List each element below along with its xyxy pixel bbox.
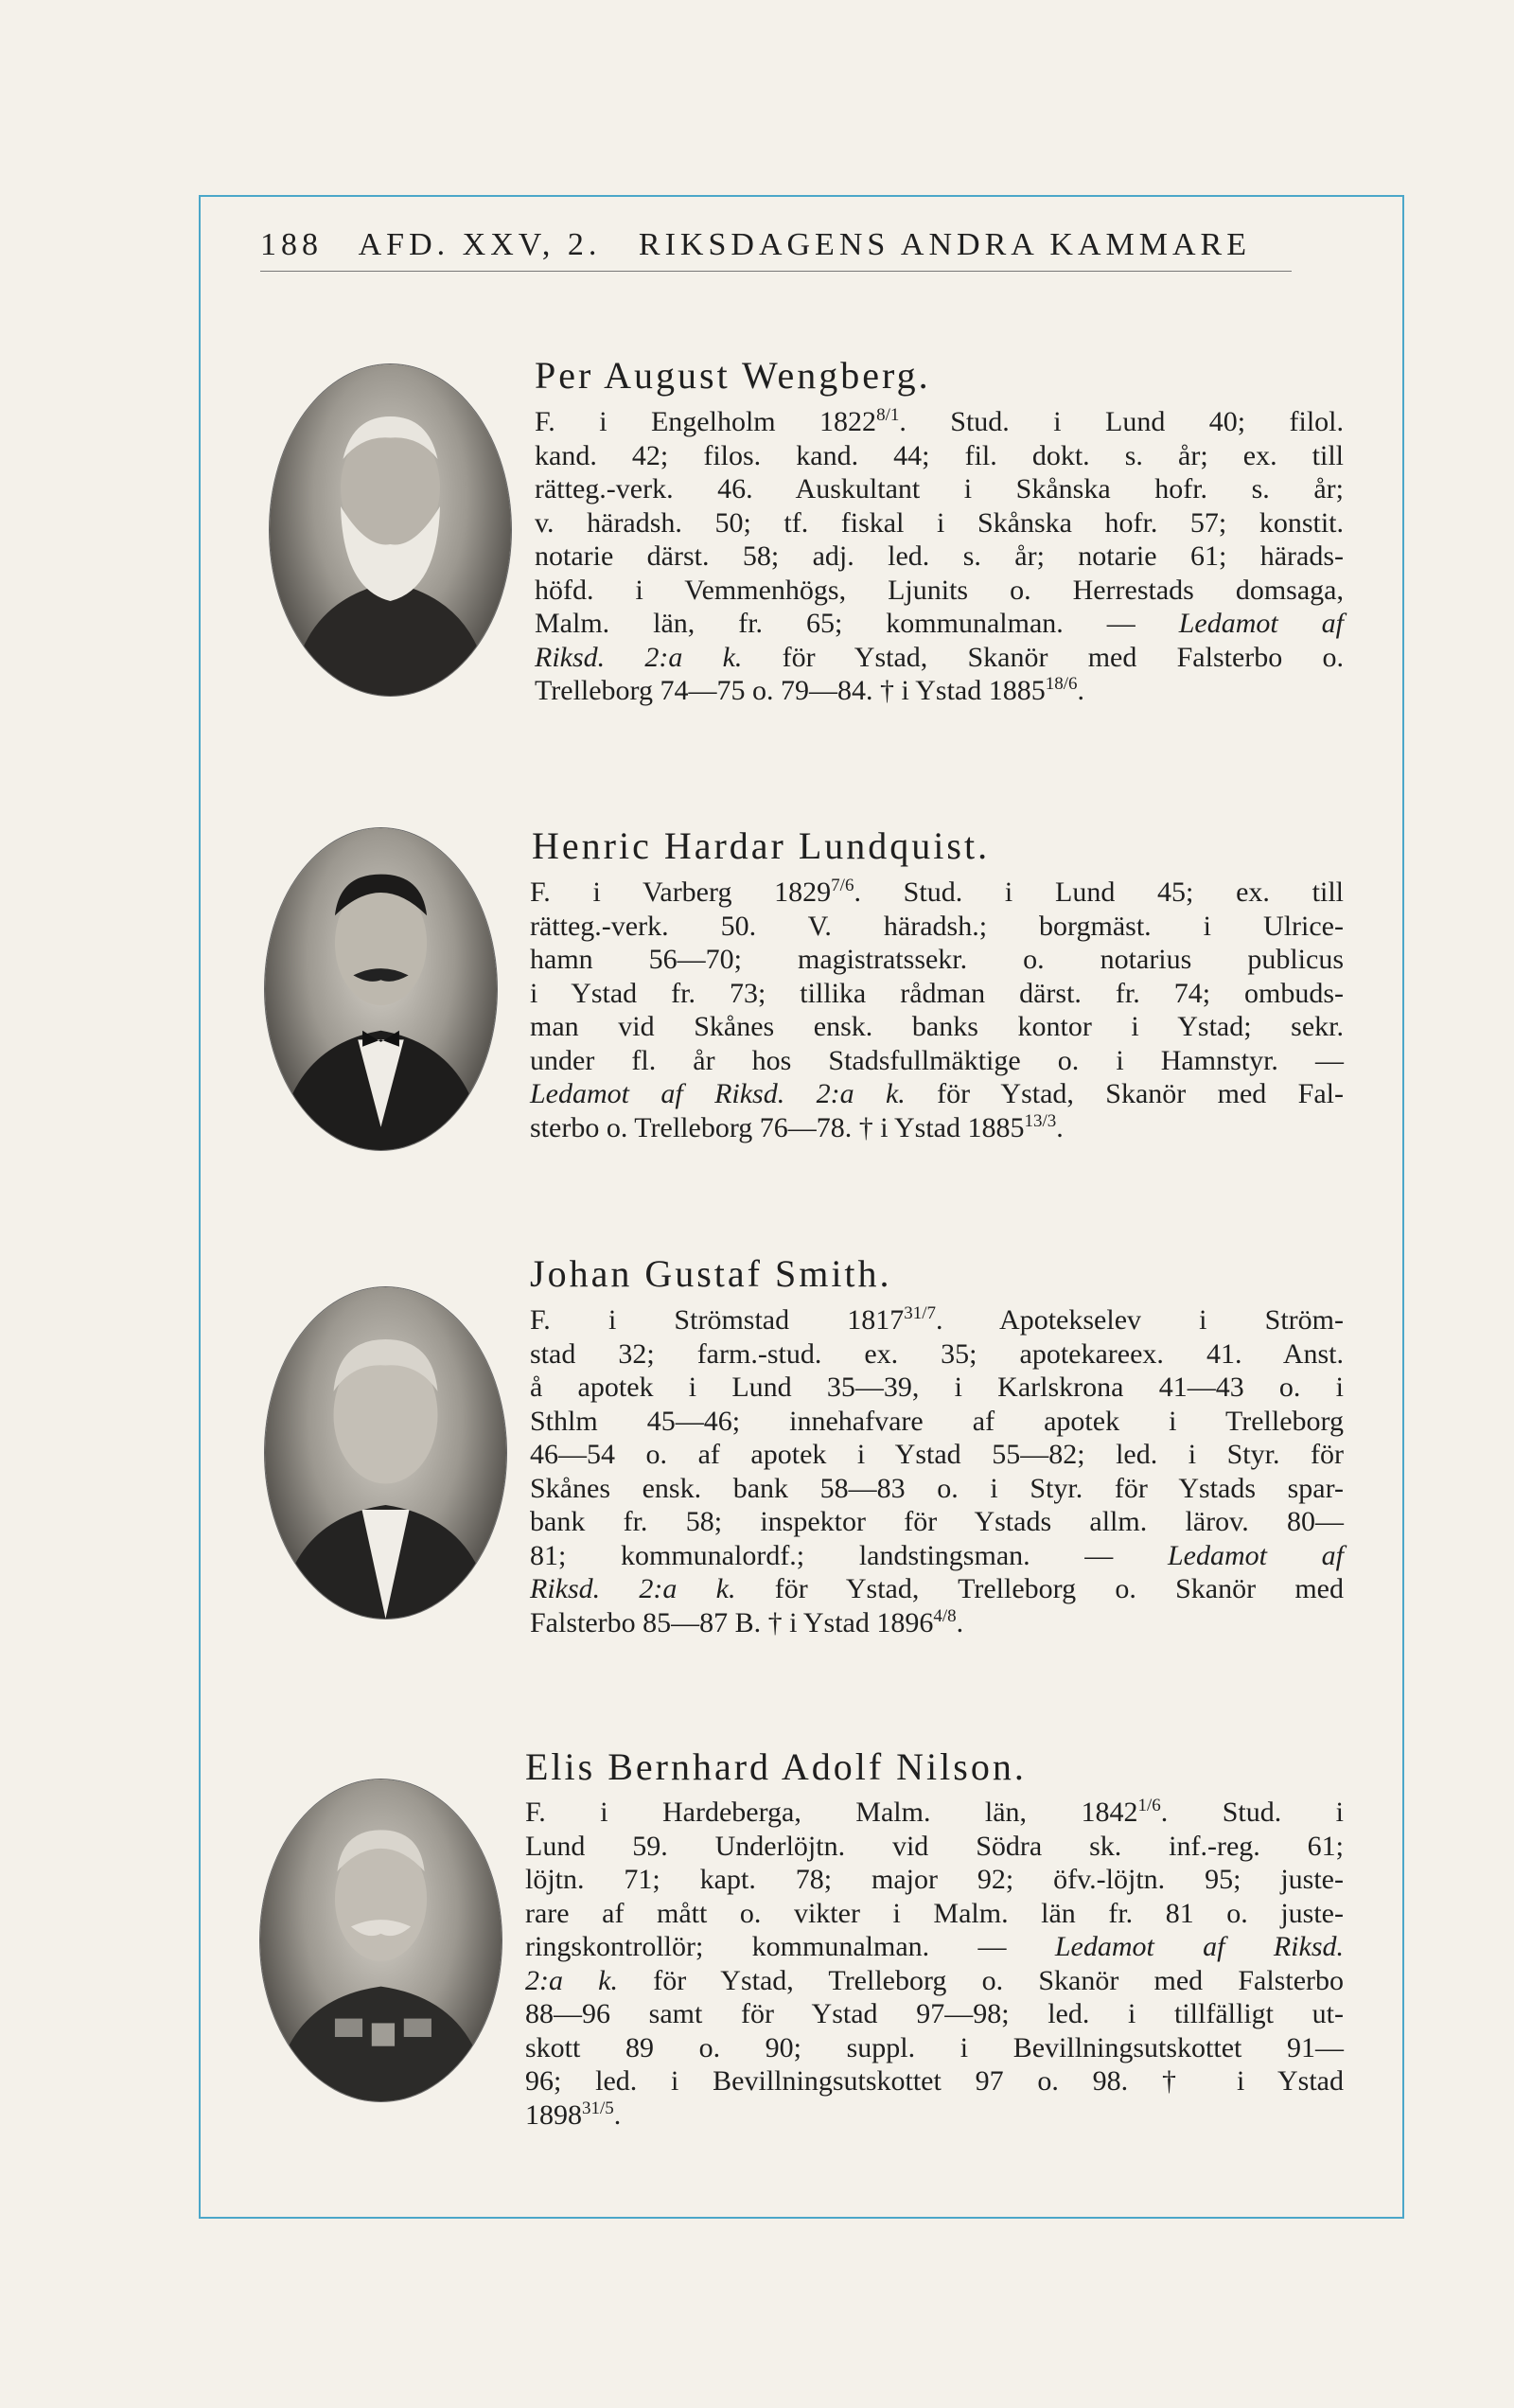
bio-line: Lund 59. Underlöjtn. vid Södra sk. inf.-reg. 61;	[525, 1830, 1344, 1862]
page-number: 188	[260, 227, 323, 262]
bio-line: Riksd. 2:a k. för Ystad, Skanör med Falsterbo o.	[535, 641, 1344, 673]
bio-line: F. i Varberg $1829^{7/6}$. Stud. i Lund 45; ex. till	[530, 876, 1344, 908]
bio-line: F. i Strömstad $1817^{31/7}$. Apotekselev i Ström-	[530, 1303, 1344, 1336]
entry-bio	[530, 876, 1344, 1144]
bio-line: notarie därst. 58; adj. led. s. år; notarie 61; härads-	[535, 540, 1344, 572]
bio-line: löjtn. 71; kapt. 78; major 92; öfv.-löjtn. 95; juste-	[525, 1864, 1344, 1895]
bio-line: v. häradsh. 50; tf. fiskal i Skånska hofr. 57; konstit.	[535, 506, 1344, 539]
bio-line: Sthlm 45—46; innehafvare af apotek i Trelleborg	[530, 1405, 1344, 1437]
bio-line: stad 32; farm.-stud. ex. 35; apotekareex. 41. Anst.	[530, 1337, 1344, 1370]
bio-line: Malm. län, fr. 65; kommunalman. — Ledamot af	[535, 608, 1344, 639]
entry-name: Per August Wengberg.	[535, 354, 931, 397]
bio-line: i Ystad fr. 73; tillika rådman därst. fr. 74; ombuds-	[530, 977, 1344, 1009]
entry-bio	[535, 405, 1344, 708]
portrait-nilson-figure	[260, 1779, 502, 2101]
entry-bio	[525, 1796, 1344, 2132]
running-title: RIKSDAGENS ANDRA KAMMARE	[638, 227, 1251, 262]
bio-line: Ledamot af Riksd. 2:a k. för Ystad, Skanör med Fal-	[530, 1078, 1344, 1109]
portrait-nilson	[260, 1779, 502, 2101]
portrait-smith-figure	[265, 1287, 506, 1619]
bio-line: rare af mått o. vikter i Malm. län fr. 81 o. juste-	[525, 1897, 1344, 1929]
bio-line: $1898^{31/5}$.	[525, 2098, 622, 2131]
bio-line: 96; led. i Bevillningsutskottet 97 o. 98. † i Ystad	[525, 2065, 1344, 2097]
entry-name: Henric Hardar Lundquist.	[532, 824, 991, 867]
portrait-smith	[265, 1287, 506, 1619]
bio-line: Trelleborg 74—75 o. 79—84. † i Ystad $1885^{18/6}$.	[535, 674, 1085, 706]
bio-line: rätteg.-verk. 46. Auskultant i Skånska hofr. s. år;	[535, 473, 1344, 505]
entry-name: Johan Gustaf Smith.	[530, 1252, 892, 1295]
portrait-lundquist-figure	[265, 828, 497, 1150]
portrait-wengberg	[270, 364, 511, 696]
bio-line: Riksd. 2:a k. för Ystad, Trelleborg o. Skanör med	[530, 1573, 1344, 1604]
bio-line: man vid Skånes ensk. banks kontor i Ystad; sekr.	[530, 1011, 1344, 1042]
bio-line: F. i Engelholm $1822^{8/1}$. Stud. i Lund 40; filol.	[535, 405, 1345, 437]
bio-line: F. i Hardeberga, Malm. län, $1842^{1/6}$. Stud. i	[525, 1796, 1344, 1828]
bio-line: bank fr. 58; inspektor för Ystads allm. lärov. 80—	[530, 1506, 1344, 1537]
bio-line: höfd. i Vemmenhögs, Ljunits o. Herrestads domsaga,	[535, 574, 1344, 606]
bio-line: ringskontrollör; kommunalman. — Ledamot af Riksd.	[525, 1931, 1344, 1962]
bio-line: Skånes ensk. bank 58—83 o. i Styr. för Ystads spar-	[530, 1472, 1344, 1504]
bio-line: 2:a k. för Ystad, Trelleborg o. Skanör med Falsterbo	[525, 1964, 1344, 1996]
bio-line: Falsterbo 85—87 B. † i Ystad $1896^{4/8}$.	[530, 1605, 964, 1638]
portrait-wengberg-figure	[270, 364, 511, 696]
running-head	[260, 227, 1292, 272]
entry-name: Elis Bernhard Adolf Nilson.	[525, 1745, 1027, 1788]
bio-line: 88—96 samt för Ystad 97—98; led. i tillfälligt ut-	[525, 1998, 1344, 2029]
bio-line: sterbo o. Trelleborg 76—78. † i Ystad $1885^{13/3}$.	[530, 1110, 1064, 1143]
bio-line: hamn 56—70; magistratssekr. o. notarius publicus	[530, 944, 1344, 975]
bio-line: 46—54 o. af apotek i Ystad 55—82; led. i Styr. för	[530, 1439, 1344, 1470]
bio-line: skott 89 o. 90; suppl. i Bevillningsutskottet 91—	[525, 2031, 1344, 2063]
bio-line: rätteg.-verk. 50. V. häradsh.; borgmäst. i Ulrice-	[530, 910, 1344, 942]
portrait-lundquist	[265, 828, 497, 1150]
section-label: AFD. XXV, 2.	[358, 227, 602, 262]
entry-bio	[530, 1303, 1344, 1639]
bio-line: kand. 42; filos. kand. 44; fil. dokt. s. år; ex. till	[535, 439, 1344, 471]
bio-line: 81; kommunalordf.; landstingsman. — Ledamot af	[530, 1539, 1344, 1571]
bio-line: under fl. år hos Stadsfullmäktige o. i Hamnstyr. —	[530, 1044, 1344, 1076]
bio-line: å apotek i Lund 35—39, i Karlskrona 41—43 o. i	[530, 1372, 1344, 1403]
